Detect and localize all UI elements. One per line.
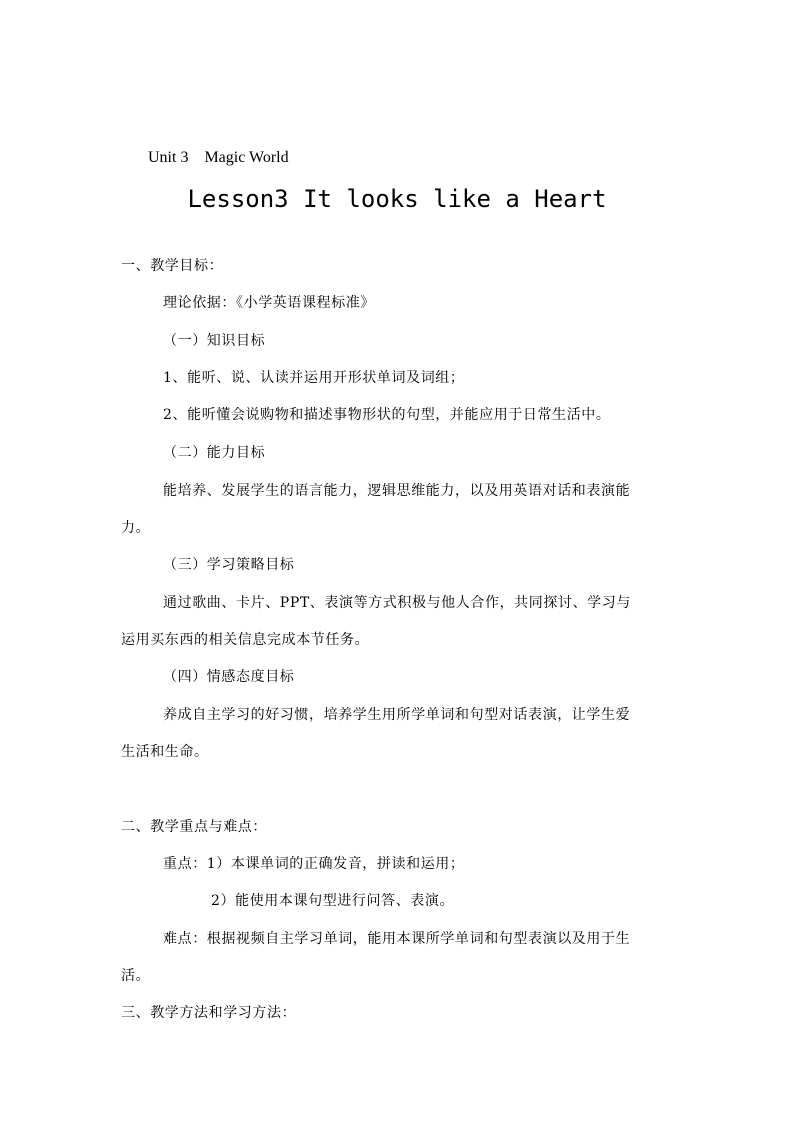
emotion-text-line-2: 生活和生命。 (121, 744, 209, 760)
difficulty-line-2: 活。 (121, 968, 151, 984)
ability-text-line-1: 能培养、发展学生的语言能力，逻辑思维能力，以及用英语对话和表演能 (163, 483, 631, 499)
difficulty-line-1: 难点：根据视频自主学习单词，能用本课所学单词和句型表演以及用于生 (163, 931, 631, 947)
ability-heading: （二）能力目标 (163, 445, 266, 461)
objectives-heading: 一、教学目标： (121, 258, 224, 274)
methods-heading: 三、教学方法和学习方法： (121, 1005, 297, 1021)
focus-line-1: 重点：1）本课单词的正确发音，拼读和运用； (163, 856, 465, 872)
strategy-heading: （三）学习策略目标 (163, 557, 295, 573)
focus-line-2: 2）能使用本课句型进行问答、表演。 (211, 893, 455, 909)
ability-text-line-2: 力。 (121, 520, 151, 536)
strategy-text-line-2: 运用买东西的相关信息完成本节任务。 (121, 632, 370, 648)
strategy-text-line-1: 通过歌曲、卡片、PPT、表演等方式积极与他人合作，共同探讨、学习与 (163, 595, 631, 611)
knowledge-item-1: 1、能听、说、认读并运用开形状单词及词组； (163, 370, 465, 386)
lesson-title: Lesson3 It looks like a Heart (187, 185, 607, 213)
knowledge-item-2: 2、能听懂会说购物和描述事物形状的句型，并能应用于日常生活中。 (163, 407, 611, 423)
emotion-text-line-1: 养成自主学习的好习惯，培养学生用所学单词和句型对话表演，让学生爱 (163, 707, 631, 723)
theory-basis: 理论依据：《小学英语课程标准》 (163, 295, 375, 311)
key-points-heading: 二、教学重点与难点： (121, 819, 267, 835)
knowledge-heading: （一）知识目标 (163, 333, 266, 349)
unit-heading: Unit 3 Magic World (148, 149, 289, 166)
emotion-heading: （四）情感态度目标 (163, 669, 295, 685)
